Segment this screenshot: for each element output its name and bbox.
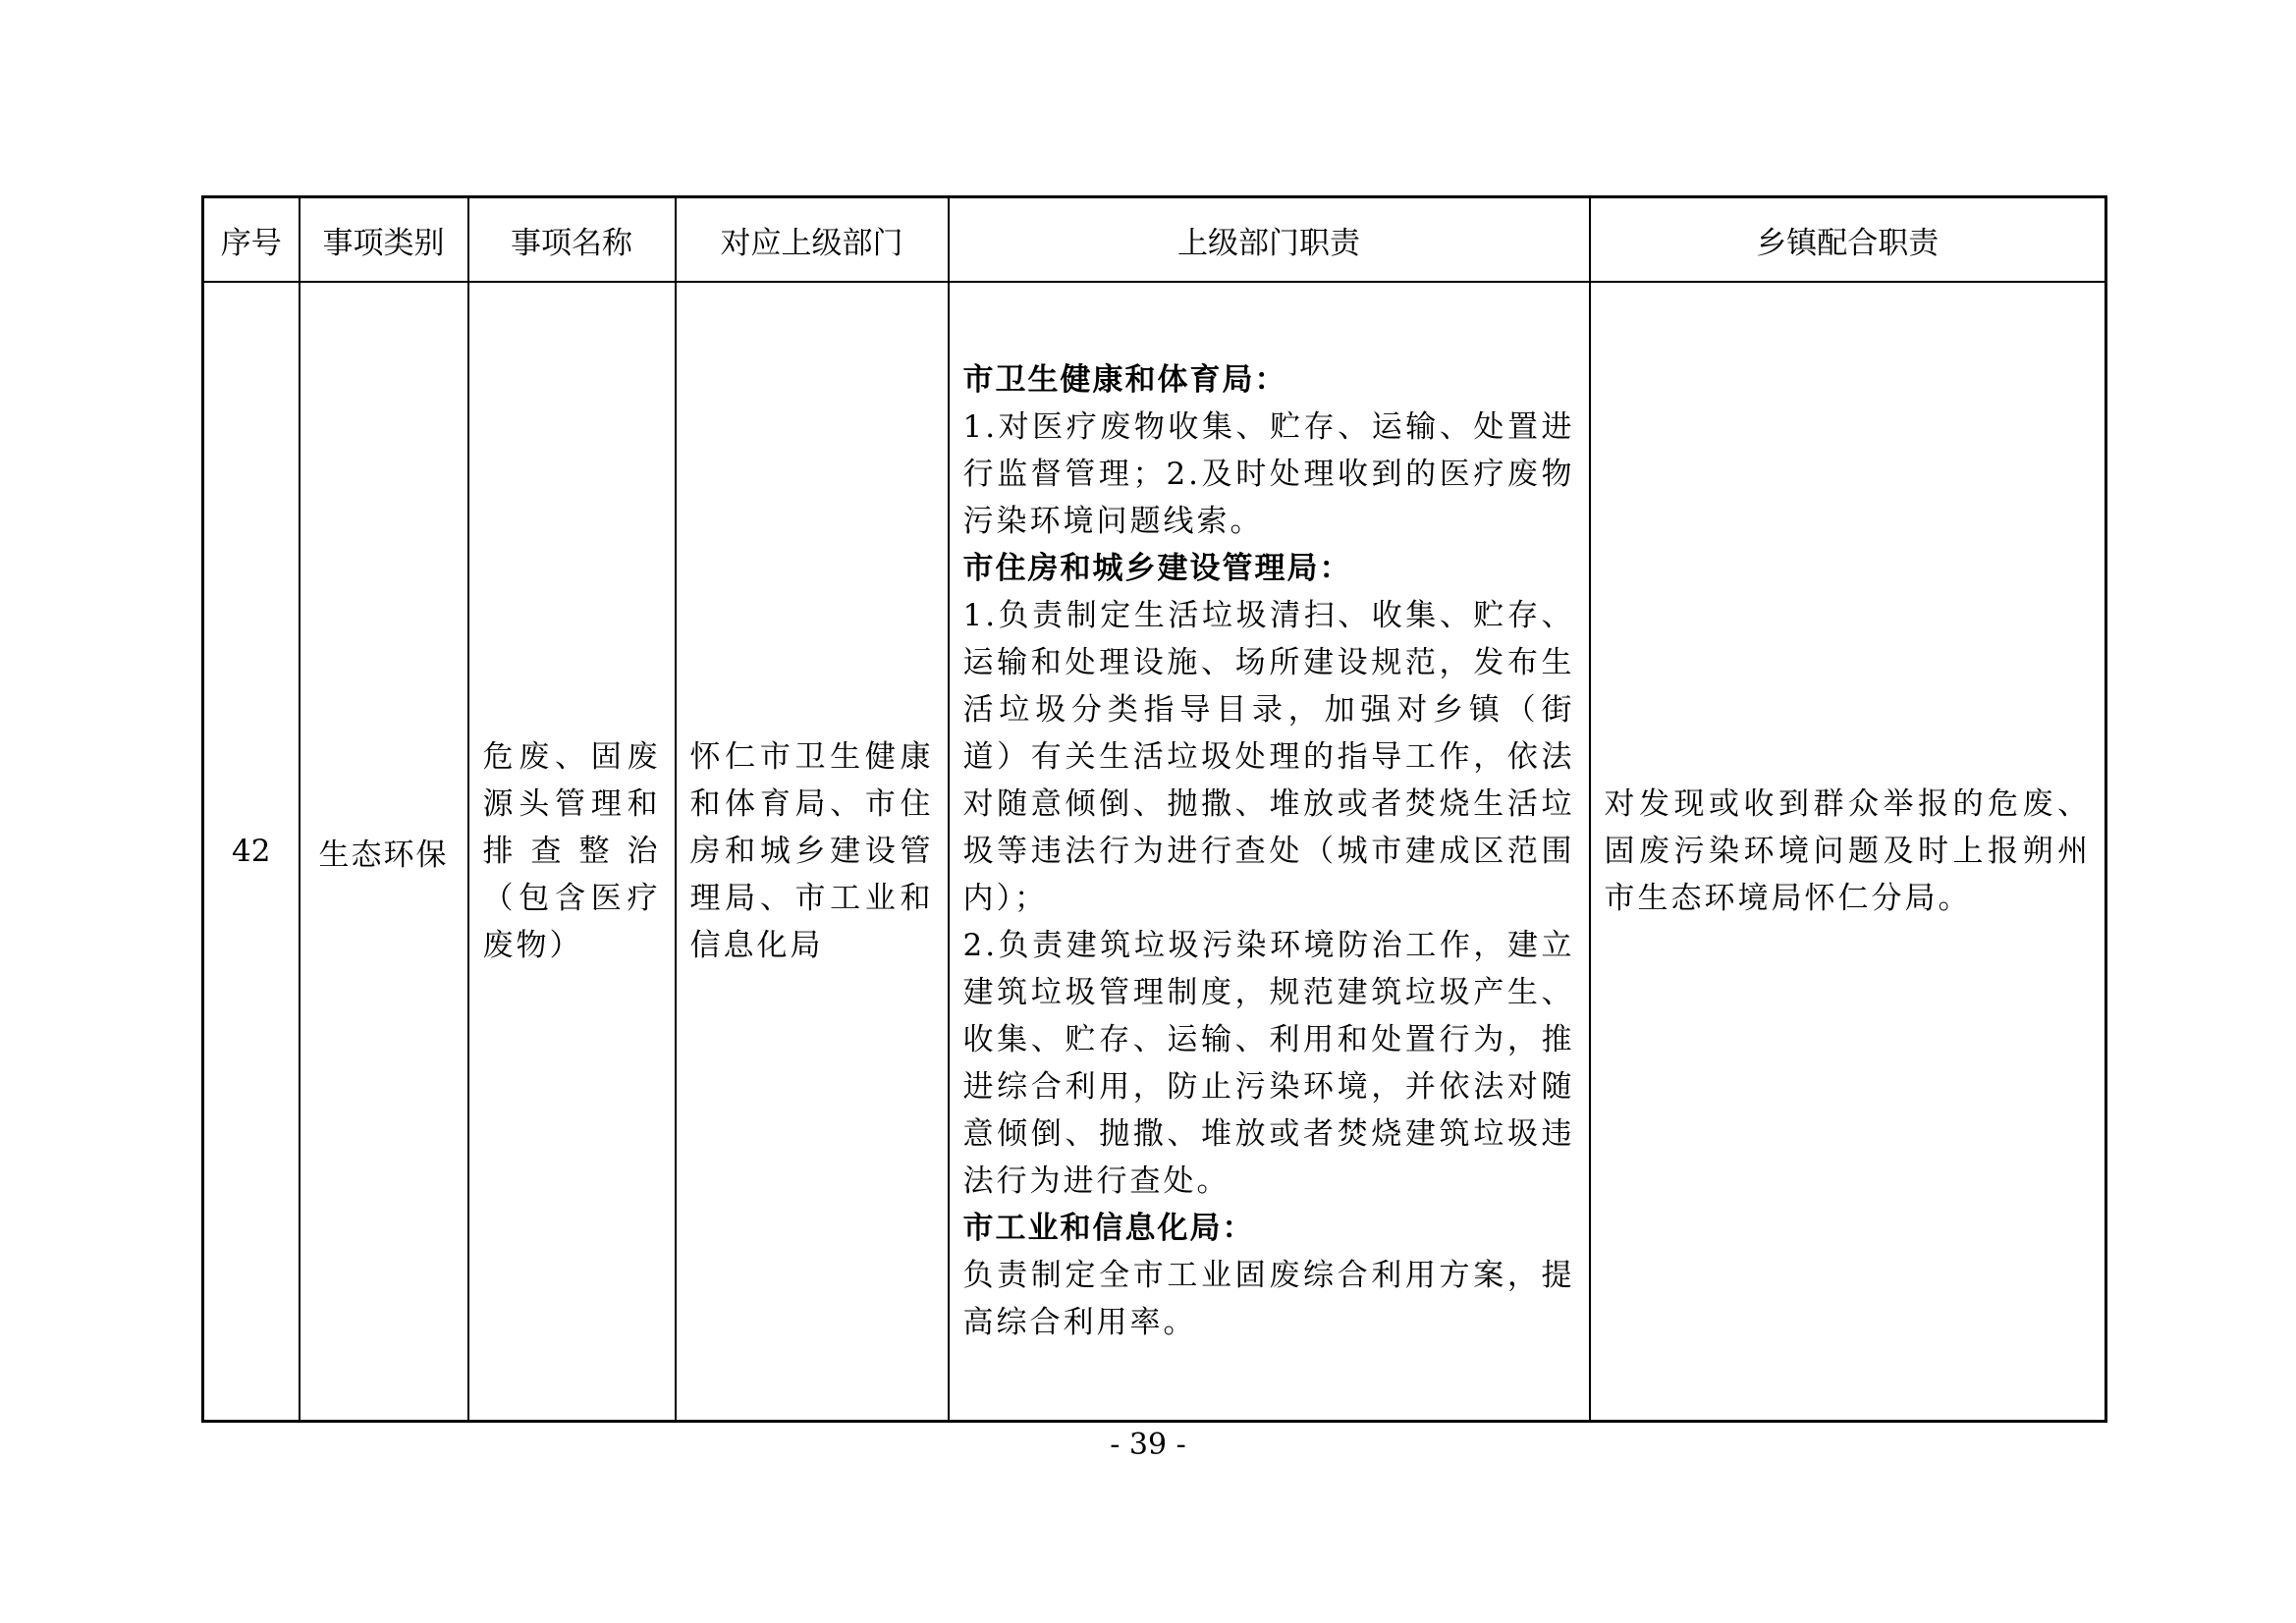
header-superior-dept: 对应上级部门 (676, 197, 949, 283)
duty-text-industry: 负责制定全市工业固废综合利用方案，提高综合利用率。 (962, 1258, 1575, 1340)
duty-text-health: 1.对医疗废物收集、贮存、运输、处置进行监督管理；2.及时处理收到的医疗废物污染环境问题线索。 (962, 409, 1575, 539)
duty-dept-housing: 市住房和城乡建设管理局： (962, 551, 1352, 586)
duty-text-housing-1: 1.负责制定生活垃圾清扫、收集、贮存、运输和处理设施、场所建设规范，发布生活垃圾分类指导目录，加强对乡镇（街道）有关生活垃圾处理的指导工作，依法对随意倾倒、抛撒、堆放或者焚烧生活垃圾等违法行为进行查处（城市建成区范围内）； (962, 598, 1575, 916)
header-category: 事项类别 (300, 197, 468, 283)
duty-dept-industry: 市工业和信息化局： (962, 1211, 1255, 1246)
table-row (203, 282, 2106, 1422)
header-town-duty: 乡镇配合职责 (1590, 197, 2106, 283)
header-name: 事项名称 (468, 197, 676, 283)
row-superior-dept: 怀仁市卫生健康和体育局、市住房和城乡建设管理局、市工业和信息化局 (676, 282, 949, 1422)
header-index: 序号 (203, 197, 300, 283)
row-town-duty: 对发现或收到群众举报的危废、固废污染环境问题及时上报朔州市生态环境局怀仁分局。 (1590, 282, 2106, 1422)
row-superior-duty (949, 282, 1590, 1422)
duty-dept-health: 市卫生健康和体育局： (962, 362, 1287, 398)
page-number: - 39 - (1110, 1428, 1186, 1462)
duty-text-housing-2: 2.负责建筑垃圾污染环境防治工作，建立建筑垃圾管理制度，规范建筑垃圾产生、收集、贮存、运输、利用和处置行为，推进综合利用，防止污染环境，并依法对随意倾倒、抛撒、堆放或者焚烧建筑垃圾违法行为进行查处。 (962, 928, 1575, 1199)
row-category: 生态环保 (300, 282, 468, 1422)
header-superior-duty: 上级部门职责 (949, 197, 1590, 283)
responsibility-table (201, 195, 2107, 1423)
table-header-row (203, 197, 2106, 283)
row-item-name: 危废、固废源头管理和排查整治（包含医疗废物） (468, 282, 676, 1422)
row-index: 42 (203, 282, 300, 1422)
